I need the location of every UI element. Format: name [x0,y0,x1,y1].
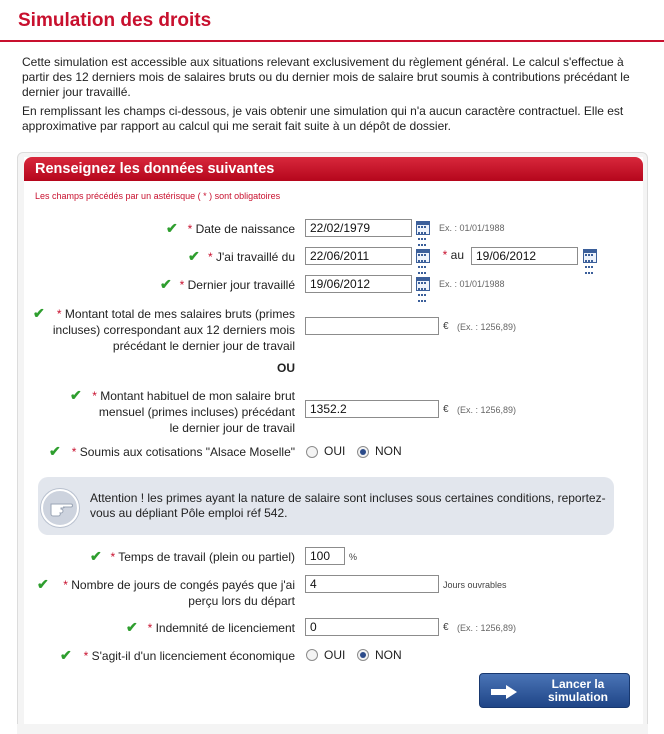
calendar-icon[interactable] [416,249,430,263]
check-icon: ✔ [166,220,178,236]
check-icon: ✔ [126,619,138,635]
severance-input[interactable] [305,618,439,636]
title-divider [0,40,664,42]
birth-date-example: Ex. : 01/01/1988 [439,223,505,233]
intro-paragraph-1: Cette simulation est accessible aux situations relevant exclusivement du règlement général. Le calcul s'effectue à partir des 12 derniers mois de salaires bruts ou du dernier mois de salaire brut soumis à contributions précédant le dernier jour travaillé. [22,55,630,99]
required-star: * [442,248,448,262]
calendar-icon[interactable] [416,221,430,235]
leave-days-label-line-2: perçu lors du départ [188,594,295,608]
total-salary-example: (Ex. : 1256,89) [457,322,517,332]
pointing-hand-icon [41,489,79,527]
work-time-label [100,549,295,565]
check-icon: ✔ [90,548,102,564]
economic-yes-radio[interactable] [306,649,318,661]
check-icon: ✔ [160,276,172,292]
leave-days-unit: Jours ouvrables [443,580,507,590]
alsace-yes-label: OUI [324,444,346,458]
check-icon: ✔ [60,647,72,663]
launch-simulation-button[interactable] [479,673,630,708]
monthly-salary-label-line-3: le dernier jour de travail [169,421,295,435]
leave-days-label [48,577,295,609]
last-day-input[interactable] [305,275,412,293]
required-star: * [179,278,185,292]
worked-to-label-text: au [450,248,464,262]
required-star: * [110,550,116,564]
required-star: * [56,307,62,321]
worked-to-label [438,247,464,263]
alsace-label-text: Soumis aux cotisations "Alsace Moselle" [79,445,295,459]
last-day-label [172,277,295,293]
required-star: * [92,389,97,403]
worked-from-label [200,249,295,265]
severance-label [138,620,295,636]
economic-label [70,648,295,664]
euro-sign: € [443,404,449,415]
monthly-salary-label-line-1: Montant habituel de mon salaire brut [100,389,295,403]
work-time-input[interactable] [305,547,345,565]
check-icon: ✔ [70,387,82,403]
severance-label-text: Indemnité de licenciement [155,621,295,635]
leave-days-input[interactable] [305,575,439,593]
calendar-icon[interactable] [583,249,597,263]
birth-date-input[interactable] [305,219,412,237]
launch-button-line-2: simulation [547,690,608,704]
monthly-salary-example: (Ex. : 1256,89) [457,405,517,415]
work-time-label-text: Temps de travail (plein ou partiel) [118,550,295,564]
required-note: Les champs précédés par un astérisque ( * ) sont obligatoires [35,191,281,201]
birth-date-label-text: Date de naissance [195,222,295,236]
economic-label-text: S'agit-il d'un licenciement économique [91,649,295,663]
launch-button-line-1: Lancer la [551,677,605,691]
alsace-no-label: NON [375,444,402,458]
total-salary-label-line-1: Montant total de mes salaires bruts (primes [64,307,295,321]
check-icon: ✔ [33,305,45,321]
form-header: Renseignez les données suivantes [24,157,643,181]
or-separator: OU [277,361,295,375]
check-icon: ✔ [188,248,200,264]
intro-paragraph-2: En remplissant les champs ci-dessous, je vais obtenir une simulation qui n'a aucun caractère contractuel. Elle est approximative par rapport au calcul qui me serait fait suite à un dépôt de dossier. [22,104,624,133]
required-star: * [187,222,193,236]
launch-button-label [528,678,628,704]
monthly-salary-label [80,388,295,436]
form-bottom-border [17,724,648,734]
calendar-icon[interactable] [416,277,430,291]
required-star: * [147,621,153,635]
monthly-salary-input[interactable] [305,400,439,418]
required-star: * [207,250,213,264]
alsace-no-radio[interactable] [357,446,369,458]
alsace-yes-radio[interactable] [306,446,318,458]
arrow-right-icon [490,684,518,700]
euro-sign: € [443,622,449,633]
monthly-salary-label-line-2: mensuel (primes incluses) précédant [98,405,295,419]
page-title: Simulation des droits [18,10,212,31]
economic-no-label: NON [375,648,402,662]
total-salary-label-line-2: incluses) correspondant aux 12 derniers mois [52,323,295,337]
last-day-label-text: Dernier jour travaillé [187,278,295,292]
required-star: * [83,649,89,663]
economic-no-radio[interactable] [357,649,369,661]
worked-to-input[interactable] [471,247,578,265]
notice-text: Attention ! les primes ayant la nature de salaire sont incluses sous certaines conditions, reportez-vous au dépliant Pôle emploi réf 542. [90,491,606,520]
birth-date-label [180,221,295,237]
worked-from-input[interactable] [305,247,412,265]
euro-sign: € [443,321,449,332]
alsace-label [60,444,295,460]
required-star: * [63,578,68,592]
percent-unit: % [349,552,358,562]
last-day-example: Ex. : 01/01/1988 [439,279,505,289]
worked-from-label-text: J'ai travaillé du [216,250,295,264]
check-icon: ✔ [49,443,61,459]
economic-yes-label: OUI [324,648,346,662]
total-salary-input[interactable] [305,317,439,335]
total-salary-label-line-3: précédant le dernier jour de travail [112,339,295,353]
check-icon: ✔ [37,576,49,592]
severance-example: (Ex. : 1256,89) [457,623,517,633]
required-star: * [71,445,77,459]
total-salary-label [38,306,295,354]
leave-days-label-line-1: Nombre de jours de congés payés que j'ai [71,578,295,592]
